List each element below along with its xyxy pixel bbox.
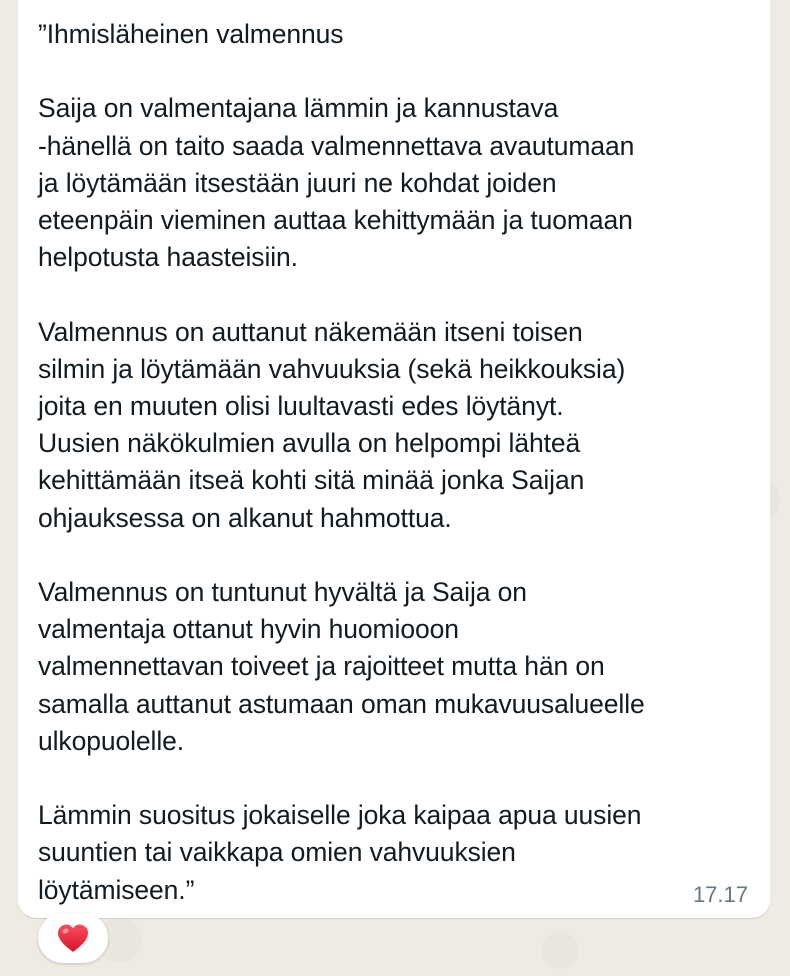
reaction-badge[interactable] <box>38 913 108 963</box>
message-timestamp: 17.17 <box>692 882 748 907</box>
heart-icon <box>56 923 90 953</box>
message-text: ”Ihmisläheinen valmennus Saija on valmentajana lämmin ja kannustava -hänellä on taito saada valmennettava avautumaan ja löytämään itsestään juuri ne kohdat joiden eteenpäin vieminen auttaa kehittymään ja tuomaan helpotusta haasteisiin. Valmennus on auttanut näkemään itseni toisen silmin ja löytämään vahvuuksia (sekä heikkouksia) joita en muuten olisi luultavasti edes löytänyt. Uusien näkökulmien avulla on helpompi lähteä kehittämään itseä kohti sitä minää jonka Saijan ohjauksessa on alkanut hahmottua. Valmennus on tuntunut hyvältä ja Saija on valmentaja ottanut hyvin huomiooon valmennettavan toiveet ja rajoitteet mutta hän on samalla auttanut astumaan oman mukavuusalueelle ulkopuolelle. Lämmin suositus jokaiselle joka kaipaa apua uusien suuntien tai vaikkapa omien vahvuuksien löytämiseen.” <box>38 19 645 905</box>
